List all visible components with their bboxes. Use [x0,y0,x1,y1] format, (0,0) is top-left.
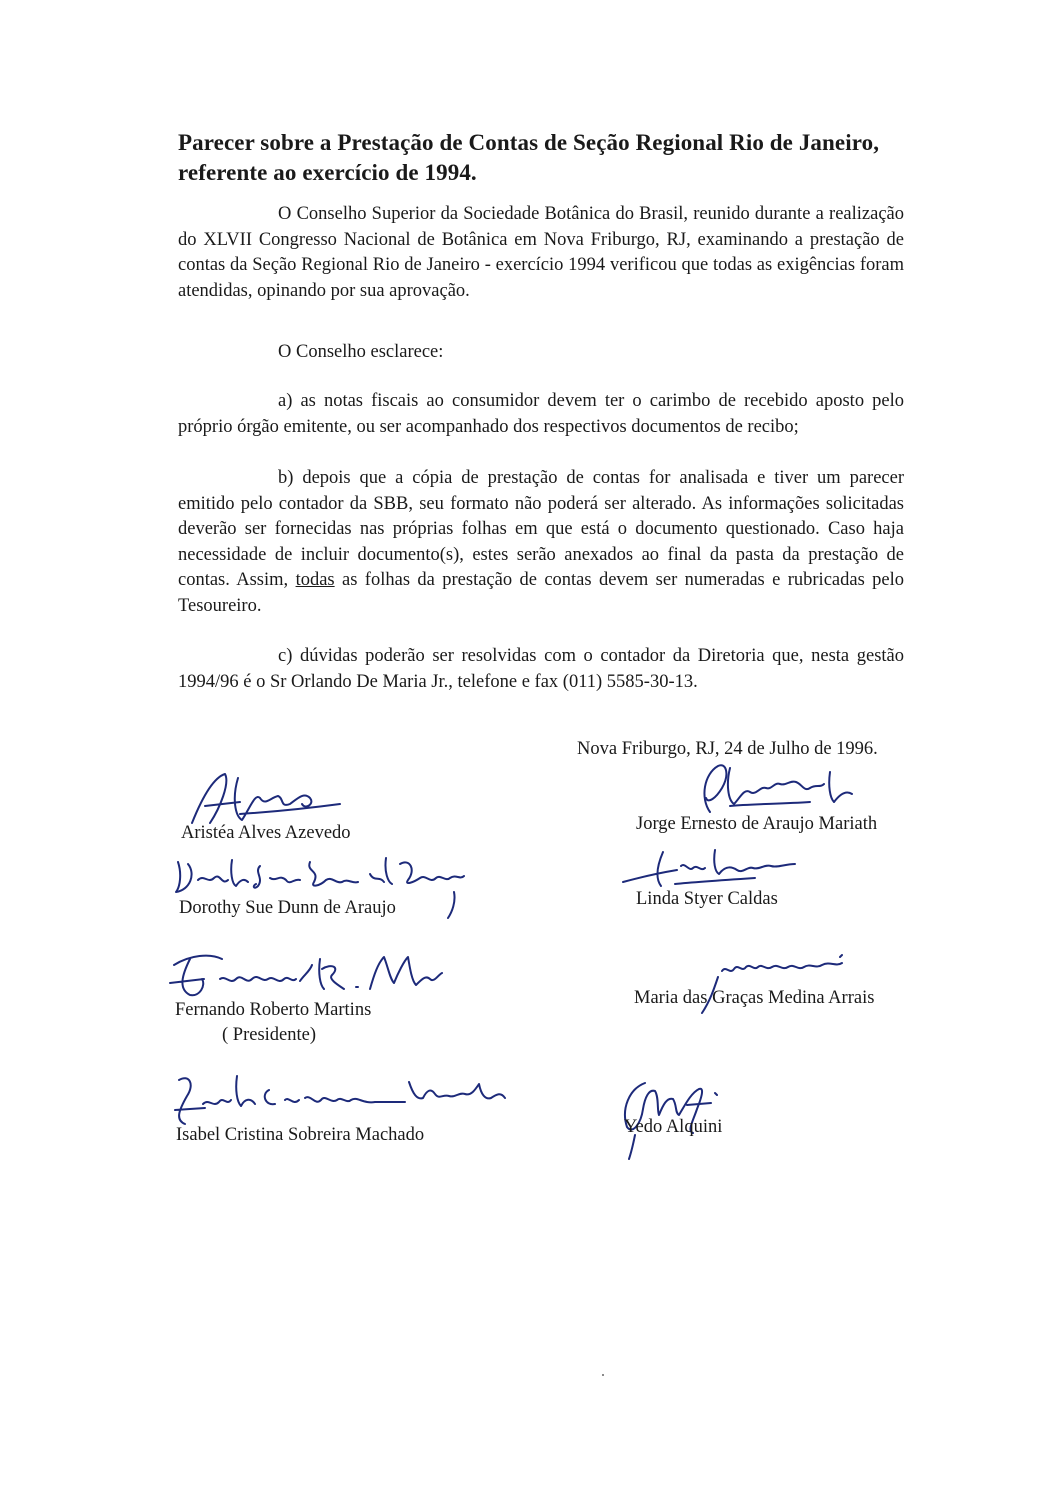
item-b-text-end: as folhas da prestação de contas devem ser numeradas e rubricadas pelo Tesoureiro. [178,570,905,616]
paragraph-clarifies: O Conselho esclarece: [278,342,444,362]
item-b-underlined-word: todas [295,570,335,590]
signatory-name: Fernando Roberto Martins [175,1000,372,1020]
signatory-name: Dorothy Sue Dunn de Araujo [179,898,396,918]
scan-speck [602,1374,604,1376]
signatory-name: Yedo Alquini [624,1117,723,1137]
signature-mariath [690,758,870,820]
signature-machado [165,1070,525,1132]
date-line: Nova Friburgo, RJ, 24 de Julho de 1996. [577,739,878,759]
paragraph-item-a: a) as notas fiscais ao consumidor devem ter o carimbo de recebido aposto pelo próprio órgão emitente, ou ser acompanhado dos respectivos documentos de recibo; [178,391,904,437]
paragraph-item-c: c) dúvidas poderão ser resolvidas com o contador da Diretoria que, nesta gestão 1994/96 é o Sr Orlando De Maria Jr., telefone e fax (011) 5585-30-13. [178,646,904,692]
document-title: Parecer sobre a Prestação de Contas de Seção Regional Rio de Janeiro, referente ao exercício de 1994. [178,130,880,185]
signatory-role: ( Presidente) [222,1025,317,1045]
signatory-name: Jorge Ernesto de Araujo Mariath [636,814,878,834]
signatory-name: Isabel Cristina Sobreira Machado [176,1125,425,1145]
signature-caldas [615,842,805,892]
signatory-name: Linda Styer Caldas [636,889,778,909]
item-b-text-start: b) depois que a cópia de prestação de contas for analisada e tiver um parecer emitido pelo contador da SBB, seu formato não poderá ser alterado. As informações solicitadas deverão ser fornecidas nas próprias folhas em que está o documento questionado. Caso haja necessidade de incluir documento(s), estes serão anexados ao final da pasta da prestação de contas. Assim, [178,468,904,590]
paragraph-item-b [178,466,904,619]
signatory-name: Maria das Graças Medina Arrais [634,988,875,1008]
signatory-name: Aristéa Alves Azevedo [181,823,351,843]
signature-martins [160,945,450,1007]
signature-azevedo [180,768,350,830]
paragraph-intro: O Conselho Superior da Sociedade Botânica do Brasil, reunido durante a realização do XLVII Congresso Nacional de Botânica em Nova Friburgo, RJ, examinando a prestação de contas da Seção Regional Rio de Janeiro - exercício 1994 verificou que todas as exigências foram atendidas, opinando por sua aprovação. [178,204,904,301]
